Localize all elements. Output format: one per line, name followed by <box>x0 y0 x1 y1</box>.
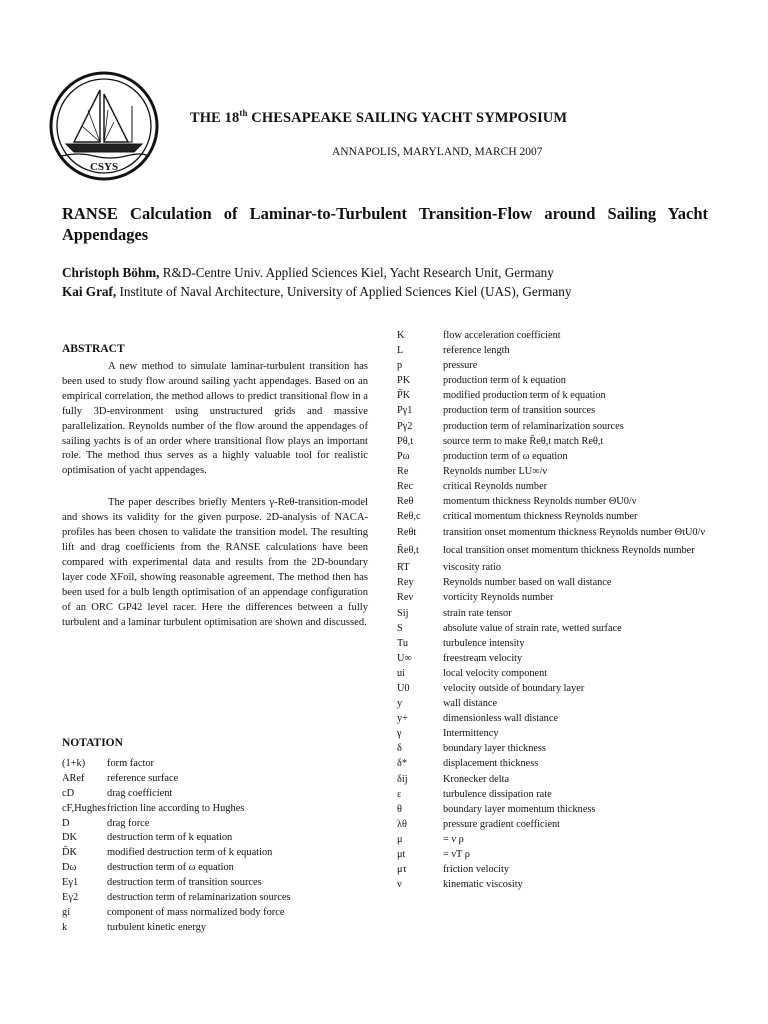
notation-symbol: D <box>62 817 70 829</box>
notation-row <box>397 862 709 877</box>
notation-description: critical Reynolds number <box>443 480 548 492</box>
notation-symbol: DK <box>62 832 78 844</box>
notation-description: Reynolds number based on wall distance <box>443 577 612 589</box>
notation-symbol: Reθt <box>397 527 417 539</box>
notation-row <box>62 802 368 817</box>
author-line <box>62 263 571 282</box>
notation-description: = ν ρ <box>443 833 464 845</box>
notation-symbol: Pγ1 <box>397 405 413 417</box>
notation-row <box>397 479 709 494</box>
notation-symbol: (1+k) <box>62 758 86 769</box>
notation-description: production term of k equation <box>443 375 566 387</box>
notation-description: displacement thickness <box>443 758 539 770</box>
notation-row <box>62 876 368 891</box>
notation-row <box>397 802 709 817</box>
notation-description: drag coefficient <box>107 787 173 799</box>
notation-row <box>397 711 709 726</box>
notation-description: destruction term of relaminarization sources <box>107 892 291 904</box>
notation-symbol: ν <box>397 879 402 891</box>
notation-description: production term of transition sources <box>443 405 596 417</box>
notation-row <box>62 831 368 846</box>
notation-description: modified production term of k equation <box>443 390 606 402</box>
author-affiliation: Institute of Naval Architecture, University of Applied Sciences Kiel (UAS), Germany <box>116 284 572 299</box>
notation-row <box>397 666 709 681</box>
notation-symbol: δ* <box>397 758 408 770</box>
notation-description: transition onset momentum thickness Reynolds number ΘtU0/ν <box>443 527 706 539</box>
notation-row <box>397 403 709 418</box>
notation-description: turbulent kinetic energy <box>107 921 207 933</box>
notation-description: dimensionless wall distance <box>443 713 558 725</box>
notation-symbol: δ <box>397 743 402 755</box>
notation-symbol: S <box>397 622 403 634</box>
notation-symbol: Re <box>397 465 409 477</box>
notation-row <box>397 606 709 621</box>
notation-symbol: k <box>62 921 68 933</box>
notation-description: drag force <box>107 817 150 829</box>
notation-symbol: Reν <box>397 592 414 604</box>
abstract-section <box>62 343 368 630</box>
conference-title-sup: th <box>239 108 248 118</box>
notation-symbol: μ <box>397 833 403 845</box>
notation-row <box>62 891 368 906</box>
notation-symbol: γ <box>397 728 402 740</box>
notation-row <box>397 328 709 343</box>
notation-symbol: RT <box>397 562 410 574</box>
notation-description: = νT ρ <box>443 849 470 860</box>
notation-description: Reynolds number LU∞/ν <box>443 465 548 477</box>
notation-row <box>62 757 368 772</box>
notation-symbol: Dω <box>62 862 77 874</box>
notation-description: freestream velocity <box>443 652 523 664</box>
notation-row <box>397 651 709 666</box>
notation-description: momentum thickness Reynolds number ΘU0/ν <box>443 496 637 508</box>
abstract-heading: ABSTRACT <box>62 343 125 355</box>
notation-row <box>397 772 709 787</box>
conference-title <box>190 108 567 127</box>
notation-symbol: U0 <box>397 682 410 694</box>
notation-row <box>62 817 368 832</box>
notation-description: velocity outside of boundary layer <box>443 682 585 694</box>
logo-text: CSYS <box>89 161 119 173</box>
notation-symbol: ui <box>397 667 406 679</box>
author-affiliation: R&D-Centre Univ. Applied Sciences Kiel, Yacht Research Unit, Germany <box>159 265 554 280</box>
conference-title-prefix: THE 18 <box>190 110 240 126</box>
csys-logo <box>48 70 160 182</box>
notation-description: friction line according to Hughes <box>107 802 245 814</box>
notation-row <box>397 847 709 862</box>
notation-description: pressure gradient coefficient <box>443 818 561 830</box>
notation-row <box>397 575 709 590</box>
notation-row <box>397 542 709 560</box>
author-line <box>62 282 571 301</box>
notation-description: modified destruction term of k equation <box>107 847 273 859</box>
notation-symbol: Eγ1 <box>62 877 79 889</box>
notation-symbol: μt <box>397 849 406 860</box>
notation-description: Intermittency <box>443 728 499 740</box>
notation-row <box>397 343 709 358</box>
author-name: Christoph Böhm, <box>62 265 160 280</box>
notation-row <box>397 419 709 434</box>
notation-symbol: Pθ,t <box>397 435 414 447</box>
notation-description: viscosity ratio <box>443 562 502 574</box>
notation-description: local transition onset momentum thickness Reynolds number <box>443 545 695 557</box>
notation-description: reference length <box>443 345 510 357</box>
notation-row <box>397 524 709 542</box>
notation-description: destruction term of k equation <box>107 832 233 844</box>
notation-row <box>397 787 709 802</box>
notation-row <box>62 906 368 921</box>
notation-description: vorticity Reynolds number <box>443 592 554 604</box>
notation-row <box>397 756 709 771</box>
author-name: Kai Graf, <box>62 284 117 299</box>
author-list <box>62 263 571 301</box>
notation-symbol: ε <box>397 788 402 800</box>
notation-symbol: Rey <box>397 577 414 589</box>
notation-row <box>397 696 709 711</box>
notation-symbol: y+ <box>397 713 408 725</box>
notation-description: pressure <box>443 360 478 372</box>
notation-row <box>62 846 368 861</box>
notation-symbol: p <box>397 360 403 372</box>
notation-description: reference surface <box>107 772 179 784</box>
notation-symbol: Reθ,c <box>397 511 421 523</box>
notation-description: critical momentum thickness Reynolds number <box>443 511 638 523</box>
conference-location-date: ANNAPOLIS, MARYLAND, MARCH 2007 <box>332 146 543 158</box>
notation-symbol: K <box>397 330 405 341</box>
notation-symbol: ARef <box>62 772 85 784</box>
notation-symbol: Reθ <box>397 496 414 508</box>
notation-symbol: Pω <box>397 450 410 462</box>
notation-symbol: μτ <box>397 864 407 876</box>
notation-row <box>397 832 709 847</box>
notation-symbol: Tu <box>397 637 409 649</box>
notation-symbol: U∞ <box>397 652 412 664</box>
notation-row <box>397 560 709 575</box>
notation-row <box>397 464 709 479</box>
notation-description: friction velocity <box>443 864 510 876</box>
notation-description: form factor <box>107 758 155 769</box>
notation-symbol: y <box>397 698 403 710</box>
paper-title: RANSE Calculation of Laminar-to-Turbulent Transition-Flow around Sailing Yacht Appendages <box>62 204 708 244</box>
notation-description: absolute value of strain rate, wetted surface <box>443 622 622 634</box>
notation-description: turbulence dissipation rate <box>443 788 552 800</box>
notation-list-left <box>62 757 368 936</box>
notation-symbol: θ <box>397 803 402 815</box>
notation-row <box>62 787 368 802</box>
notation-symbol: Sij <box>397 607 409 619</box>
notation-description: flow acceleration coefficient <box>443 330 561 341</box>
notation-description: production term of ω equation <box>443 450 568 462</box>
notation-row <box>397 509 709 524</box>
notation-row <box>62 772 368 787</box>
notation-row <box>397 388 709 403</box>
notation-symbol: cD <box>62 787 75 799</box>
notation-description: turbulence intensity <box>443 637 525 649</box>
notation-description: boundary layer thickness <box>443 743 546 755</box>
notation-row <box>397 636 709 651</box>
notation-row <box>397 621 709 636</box>
notation-symbol: D̃K <box>62 847 78 859</box>
notation-row <box>397 681 709 696</box>
notation-symbol: L <box>397 345 404 357</box>
notation-row <box>397 434 709 449</box>
abstract-paragraph: The paper describes briefly Menters γ-Reθ-transition-model and shows its validity for the given purpose. 2D-analysis of NACA-profiles has been chosen to validate the transition model. The resulting lift and drag coefficients from the RANSE calculations have been compared with experimental data and results from the 2D-boundary layer code XFoil, showing reasonable agreement. The method then has been used for a bulb length optimisation of an appendage configuration of an ORC GP42 level racer. Here the differences between a fully turbulent and a laminar turbulent optimisation are shown and discussed. <box>62 497 368 628</box>
notation-description: Kronecker delta <box>443 773 510 785</box>
notation-symbol: P̃K <box>397 390 411 402</box>
notation-description: strain rate tensor <box>443 607 512 619</box>
notation-row <box>62 921 368 936</box>
notation-symbol: R̃eθ,t <box>397 545 419 557</box>
notation-description: wall distance <box>443 698 498 710</box>
notation-symbol: Pγ2 <box>397 420 413 432</box>
notation-row <box>397 358 709 373</box>
notation-heading: NOTATION <box>62 737 123 749</box>
notation-description: boundary layer momentum thickness <box>443 803 596 815</box>
notation-symbol: λθ <box>397 818 407 830</box>
notation-symbol: δij <box>397 773 408 785</box>
notation-description: local velocity component <box>443 667 548 679</box>
notation-description: destruction term of transition sources <box>107 877 262 889</box>
conference-title-suffix: CHESAPEAKE SAILING YACHT SYMPOSIUM <box>247 110 568 126</box>
notation-description: production term of relaminarization sources <box>443 420 624 432</box>
notation-description: source term to make R̃eθ,t match Reθ,t <box>443 435 604 447</box>
notation-symbol: PK <box>397 375 411 387</box>
notation-description: kinematic viscosity <box>443 879 523 891</box>
notation-description: destruction term of ω equation <box>107 862 234 874</box>
notation-row <box>397 817 709 832</box>
notation-row <box>397 590 709 605</box>
notation-symbol: gi <box>62 906 71 918</box>
notation-symbol: cF,Hughes <box>62 802 106 814</box>
notation-row <box>397 877 709 892</box>
notation-symbol: Rec <box>397 480 414 492</box>
notation-row <box>397 494 709 509</box>
notation-symbol: Eγ2 <box>62 892 79 904</box>
abstract-paragraph: A new method to simulate laminar-turbulent transition has been used to study flow around sailing yacht appendages. Based on an empirical correlation, the method allows to predict transitional flow in a fully 3D-environment using unstructured grids and massive parallelization. Reynolds number of the flow around the appendages of sailing yachts is of an order where transitional flow plays an important role. The method thus serves as a highly valuable tool for realistic optimisation of yacht appendages. <box>62 361 368 477</box>
notation-row <box>397 373 709 388</box>
notation-description: component of mass normalized body force <box>107 906 285 918</box>
notation-list-right <box>397 328 709 892</box>
notation-row <box>397 449 709 464</box>
notation-row <box>397 741 709 756</box>
notation-row <box>62 861 368 876</box>
notation-row <box>397 726 709 741</box>
